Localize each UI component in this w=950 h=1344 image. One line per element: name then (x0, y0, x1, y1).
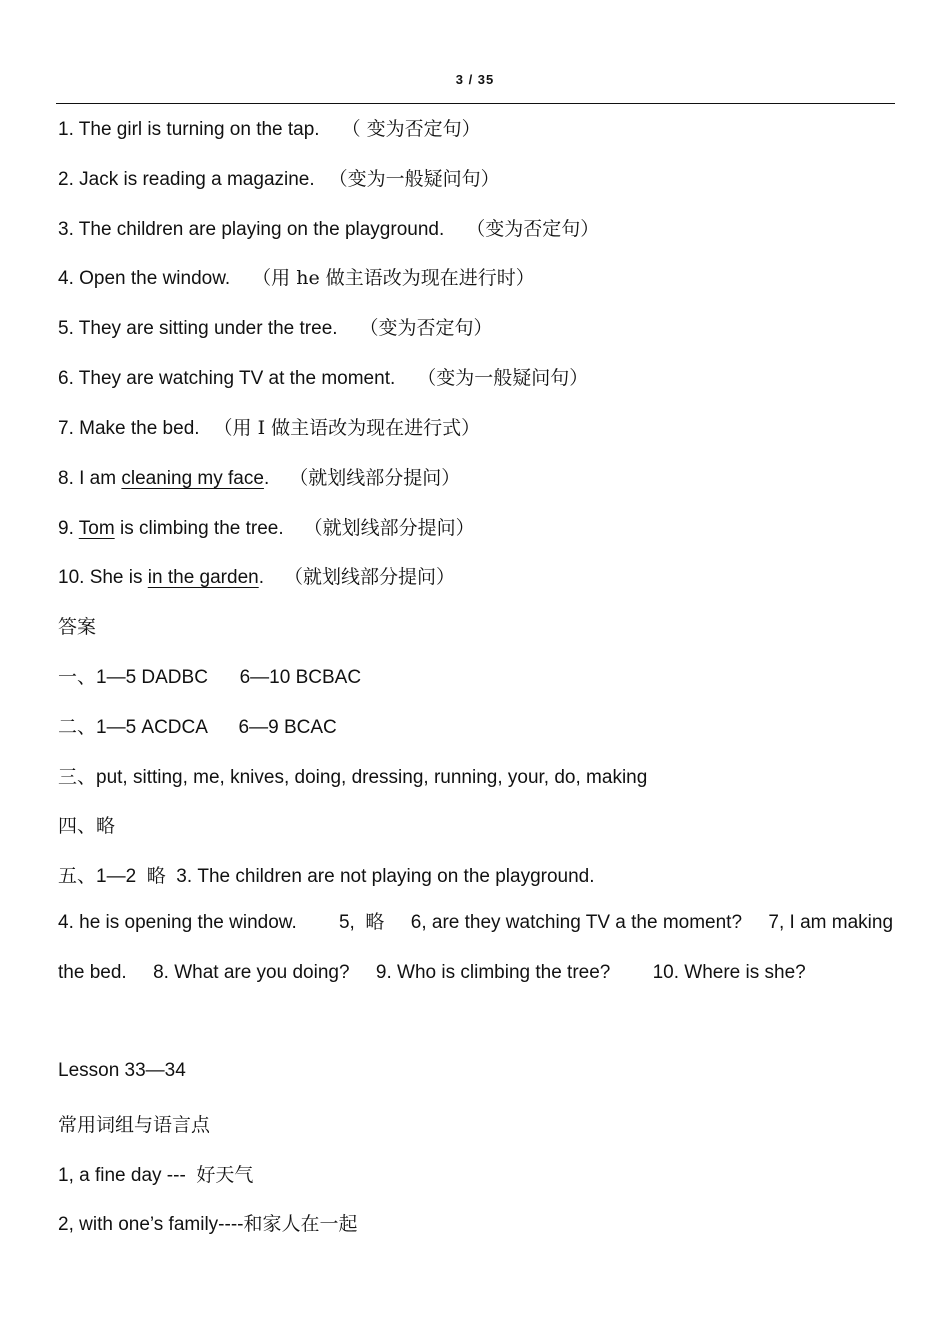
header-rule (56, 103, 895, 104)
exercise-item: 5. They are sitting under the tree. （变为否定句） (58, 317, 493, 339)
exercise-item: 8. I am cleaning my face. （就划线部分提问） (58, 467, 461, 489)
phrase-item: 2, with one’s family----和家人在一起 (58, 1214, 358, 1235)
page-indicator: 3 / 35 (455, 72, 495, 87)
answers-heading: 答案 (58, 616, 97, 638)
answer-section-1: 一、1—5 DADBC 6—10 BCBAC (58, 667, 362, 688)
exercise-item: 10. She is in the garden. （就划线部分提问） (58, 566, 455, 588)
answer-section-5: 五、1—2 略 3. The children are not playing on the playground. (58, 866, 595, 887)
phrase-item: 1, a fine day --- 好天气 (58, 1165, 254, 1186)
exercise-item: 4. Open the window. （用 he 做主语改为现在进行时） (58, 267, 535, 289)
exercise-item: 2. Jack is reading a magazine. （变为一般疑问句） (58, 168, 500, 190)
exercise-item: 1. The girl is turning on the tap. （ 变为否定句） (58, 118, 481, 140)
answer-section-5-continued: 4. he is opening the window. 5, 略 6, are they watching TV a the moment? 7, I am making the bed. 8. What are you doing? 9. Who is climbing the tree? 10. Where is she? (58, 912, 899, 983)
answer-section-4: 四、略 (58, 816, 116, 837)
underlined-phrase: cleaning my face (121, 468, 264, 489)
exercise-item: 3. The children are playing on the playground. （变为否定句） (58, 218, 600, 240)
answer-section-2: 二、1—5 ACDCA 6—9 BCAC (58, 717, 337, 738)
exercise-item: 9. Tom is climbing the tree. （就划线部分提问） (58, 517, 475, 539)
underlined-phrase: in the garden (147, 567, 259, 588)
section-heading: 常用词组与语言点 (58, 1114, 211, 1136)
exercise-item: 7. Make the bed. （用 I 做主语改为现在进行式） (58, 417, 481, 439)
exercise-item: 6. They are watching TV at the moment. （变为一般疑问句） (58, 367, 589, 389)
answer-section-3: 三、put, sitting, me, knives, doing, dressing, running, your, do, making (58, 767, 648, 788)
underlined-phrase: Tom (78, 518, 115, 539)
lesson-title: Lesson 33—34 (58, 1060, 186, 1081)
